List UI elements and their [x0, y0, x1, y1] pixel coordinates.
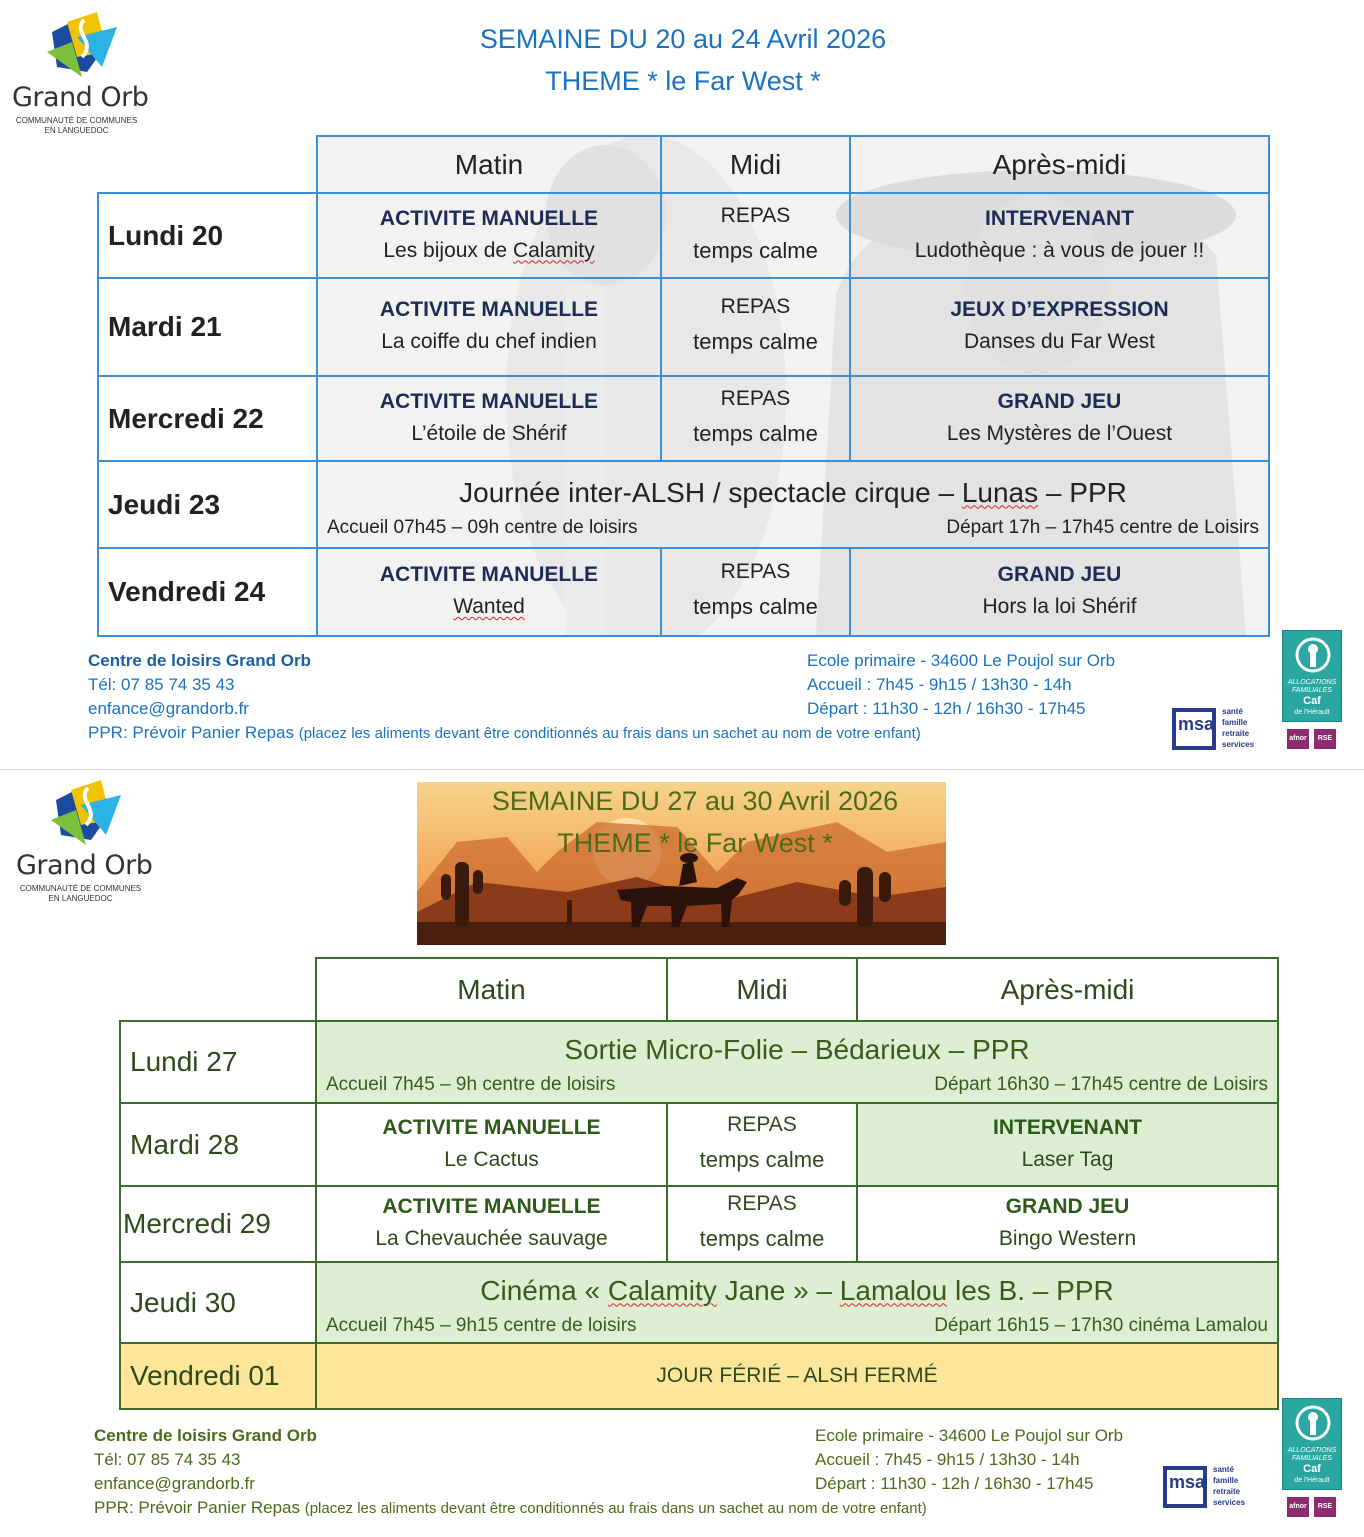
day-label: Jeudi 30	[120, 1262, 316, 1343]
day-label: Mardi 28	[120, 1103, 316, 1186]
day-label: Mardi 21	[98, 278, 317, 376]
week1-footer-contact	[88, 649, 921, 746]
week2-title	[430, 780, 960, 864]
accueil-hours: Accueil : 7h45 - 9h15 / 13h30 - 14h	[807, 675, 1072, 694]
grand-orb-logo-icon	[46, 780, 126, 850]
matin-cell: ACTIVITE MANUELLE L’étoile de Shérif	[317, 376, 661, 461]
week1-title-theme: THEME * le Far West *	[545, 66, 821, 96]
day-label: Mercredi 29	[120, 1186, 316, 1262]
week1-title-dates: SEMAINE DU 20 au 24 Avril 2026	[479, 24, 887, 54]
table-row	[98, 278, 1269, 376]
matin-cell	[317, 193, 661, 278]
logo-subtitle: COMMUNAUTÉ DE COMMUNES EN LANGUEDOC	[19, 884, 142, 903]
full-day-times	[317, 1314, 1277, 1338]
full-day-title: Journée inter-ALSH / spectacle cirque – Lunas – PPR	[459, 476, 1127, 508]
caf-logo: ALLOCATIONS FAMILIALES Caf de l'Hérault	[1282, 630, 1342, 722]
email: enfance@grandorb.fr	[94, 1474, 255, 1493]
apres-midi-cell: GRAND JEU Hors la loi Shérif	[850, 548, 1269, 636]
midi-cell: REPAS temps calme	[661, 278, 850, 376]
full-day-times	[318, 516, 1268, 540]
ppr-note: PPR: Prévoir Panier Repas (placez les aliments devant être conditionnés au frais dans un sachet au nom de votre enfant)	[88, 723, 921, 742]
table-row	[120, 1186, 1278, 1262]
day-label: Vendredi 24	[98, 548, 317, 636]
week1-footer-address	[807, 649, 1115, 721]
grand-orb-logo	[12, 12, 152, 142]
depart-time: Départ 16h30 – 17h45 centre de Loisirs	[934, 1074, 1268, 1095]
week2-title-dates: SEMAINE DU 27 au 30 Avril 2026	[491, 786, 899, 816]
empty-corner	[98, 136, 317, 193]
day-label: Lundi 27	[120, 1021, 316, 1103]
header-apres-midi: Après-midi	[850, 136, 1269, 193]
center-name: Centre de loisirs Grand Orb	[94, 1426, 317, 1445]
depart-hours: Départ : 11h30 - 12h / 16h30 - 17h45	[807, 699, 1086, 718]
rse-badge: RSE	[1314, 1497, 1336, 1517]
full-day-cell	[316, 1021, 1278, 1103]
accueil-time: Accueil 7h45 – 9h15 centre de loisirs	[326, 1314, 637, 1336]
midi-cell: REPAS temps calme	[667, 1186, 857, 1262]
activity-title: ACTIVITE MANUELLE	[379, 206, 599, 230]
apres-midi-cell: INTERVENANT Ludothèque : à vous de jouer !!	[850, 193, 1269, 278]
accueil-time: Accueil 07h45 – 09h centre de loisirs	[327, 516, 638, 538]
msa-logo: msa santé famille retraite services	[1172, 706, 1272, 752]
table-row	[98, 461, 1269, 548]
apres-midi-cell: INTERVENANT Laser Tag	[857, 1103, 1278, 1186]
matin-cell: ACTIVITE MANUELLE La Chevauchée sauvage	[316, 1186, 667, 1262]
logo-brand: Grand Orb	[12, 82, 149, 113]
phone: Tél: 07 85 74 35 43	[88, 675, 235, 694]
week1-schedule-table	[97, 135, 1270, 637]
matin-cell: ACTIVITE MANUELLE Wanted	[317, 548, 661, 636]
full-day-times	[317, 1073, 1277, 1097]
msa-logo: msa santé famille retraite services	[1163, 1464, 1263, 1510]
full-day-cell	[317, 461, 1269, 548]
apres-midi-cell: JEUX D’EXPRESSION Danses du Far West	[850, 278, 1269, 376]
accueil-time: Accueil 7h45 – 9h centre de loisirs	[326, 1074, 616, 1095]
page-separator	[0, 769, 1364, 770]
apres-midi-cell: GRAND JEU Les Mystères de l’Ouest	[850, 376, 1269, 461]
depart-hours: Départ : 11h30 - 12h / 16h30 - 17h45	[815, 1474, 1094, 1493]
table-row	[120, 1343, 1278, 1409]
week2-footer-contact	[94, 1424, 927, 1521]
midi-cell: REPAS temps calme	[667, 1103, 857, 1186]
week2-schedule-table	[119, 957, 1279, 1410]
afnor-badge: afnor	[1287, 1497, 1309, 1517]
full-day-title: Sortie Micro-Folie – Bédarieux – PPR	[564, 1034, 1030, 1065]
midi-cell: REPAS temps calme	[661, 193, 850, 278]
day-label: Vendredi 01	[120, 1343, 316, 1409]
day-label: Jeudi 23	[98, 461, 317, 548]
school-address: Ecole primaire - 34600 Le Poujol sur Orb	[815, 1426, 1124, 1445]
header-matin: Matin	[317, 136, 661, 193]
activity-text: Les bijoux de Calamity	[383, 238, 595, 262]
week2-title-theme: THEME * le Far West *	[557, 828, 833, 858]
header-midi: Midi	[661, 136, 850, 193]
day-label: Mercredi 22	[98, 376, 317, 461]
table-row	[120, 1021, 1278, 1103]
accueil-hours: Accueil : 7h45 - 9h15 / 13h30 - 14h	[815, 1450, 1080, 1469]
depart-time: Départ 17h – 17h45 centre de Loisirs	[946, 516, 1259, 538]
table-row	[98, 376, 1269, 461]
caf-logo: ALLOCATIONS FAMILIALES Caf de l'Hérault	[1282, 1398, 1342, 1490]
week1-header-row	[98, 136, 1269, 193]
matin-cell: ACTIVITE MANUELLE Le Cactus	[316, 1103, 667, 1186]
header-midi: Midi	[667, 958, 857, 1021]
apres-midi-cell: GRAND JEU Bingo Western	[857, 1186, 1278, 1262]
logo-subtitle: COMMUNAUTÉ DE COMMUNES EN LANGUEDOC	[15, 116, 138, 135]
table-row	[120, 1262, 1278, 1343]
email: enfance@grandorb.fr	[88, 699, 249, 718]
ppr-note: PPR: Prévoir Panier Repas (placez les aliments devant être conditionnés au frais dans un sachet au nom de votre enfant)	[94, 1498, 927, 1517]
phone: Tél: 07 85 74 35 43	[94, 1450, 241, 1469]
grand-orb-logo	[16, 780, 156, 910]
header-apres-midi: Après-midi	[857, 958, 1278, 1021]
week2-footer-address	[815, 1424, 1123, 1496]
table-row	[120, 1103, 1278, 1186]
midi-cell: REPAS temps calme	[661, 376, 850, 461]
table-row	[98, 193, 1269, 278]
header-matin: Matin	[316, 958, 667, 1021]
midi-cell: REPAS temps calme	[661, 548, 850, 636]
closed-day-cell: JOUR FÉRIÉ – ALSH FERMÉ	[316, 1343, 1278, 1409]
table-row	[98, 548, 1269, 636]
week1-title	[383, 18, 983, 102]
rse-badge: RSE	[1314, 729, 1336, 749]
matin-cell: ACTIVITE MANUELLE La coiffe du chef indien	[317, 278, 661, 376]
afnor-badge: afnor	[1287, 729, 1309, 749]
school-address: Ecole primaire - 34600 Le Poujol sur Orb	[807, 651, 1116, 670]
caf-emblem-icon	[1293, 635, 1333, 675]
day-label: Lundi 20	[98, 193, 317, 278]
caf-emblem-icon	[1293, 1403, 1333, 1443]
week2-header-row	[120, 958, 1278, 1021]
grand-orb-logo-icon	[42, 12, 122, 82]
logo-brand: Grand Orb	[16, 850, 153, 881]
full-day-title: Cinéma « Calamity Jane » – Lamalou les B. – PPR	[480, 1274, 1114, 1306]
empty-corner	[120, 958, 316, 1021]
full-day-cell	[316, 1262, 1278, 1343]
center-name: Centre de loisirs Grand Orb	[88, 651, 311, 670]
depart-time: Départ 16h15 – 17h30 cinéma Lamalou	[934, 1314, 1268, 1336]
